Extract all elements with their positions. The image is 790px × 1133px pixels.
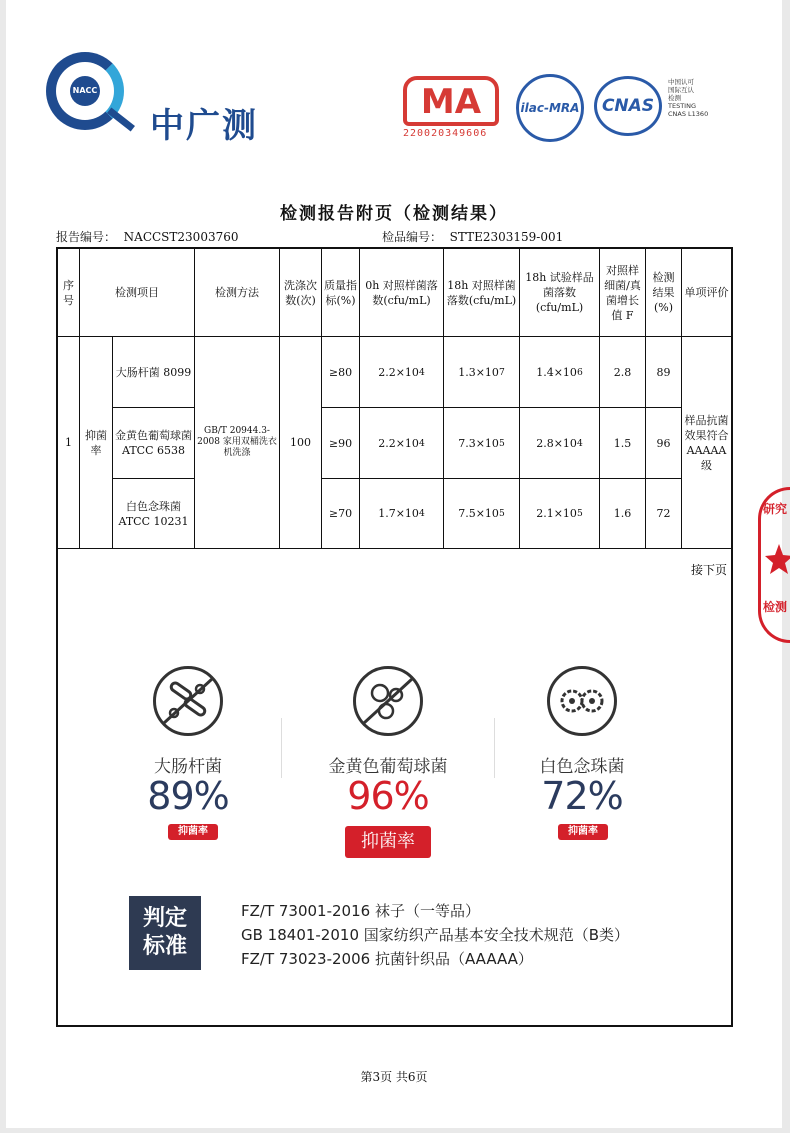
row1-s18: 1.4×10 6 bbox=[520, 337, 600, 408]
header-quality: 质量指标(%) bbox=[322, 249, 360, 337]
header-eval: 单项评价 bbox=[682, 249, 731, 337]
header-method: 检测方法 bbox=[195, 249, 280, 337]
cnas-caption: 中国认可 国际互认 检测 TESTING CNAS L1360 bbox=[668, 78, 709, 118]
row2-s18: 2.8×10 4 bbox=[520, 408, 600, 479]
row3-result: 72 bbox=[646, 479, 682, 549]
method-cell: GB/T 20944.3-2008 家用双桶洗衣机洗涤 bbox=[195, 337, 280, 549]
nacc-badge: NACC bbox=[70, 76, 100, 106]
row1-quality: ≥80 bbox=[322, 337, 360, 408]
fungus-icon bbox=[547, 666, 617, 736]
report-title: 检测报告附页（检测结果） bbox=[280, 204, 508, 224]
ilac-mra-logo: ilac-MRA bbox=[516, 74, 584, 142]
category-cell: 抑菌率 bbox=[80, 337, 113, 549]
row3-h0: 1.7×10 4 bbox=[360, 479, 444, 549]
summary-badge-2: 抑菌率 bbox=[345, 826, 431, 858]
header-h18-control: 18h 对照样菌落数(cfu/mL) bbox=[444, 249, 520, 337]
standard-line-1: FZ/T 73001-2016 袜子（一等品） bbox=[241, 902, 480, 920]
seq-cell: 1 bbox=[58, 337, 80, 549]
divider-left bbox=[281, 718, 282, 778]
bacteria-coccus-icon bbox=[353, 666, 423, 736]
summary-percent-2: 96% bbox=[347, 774, 429, 818]
cnas-logo: CNAS bbox=[594, 76, 662, 136]
standard-line-2: GB 18401-2010 国家纺织产品基本安全技术规范（B类） bbox=[241, 926, 630, 944]
summary-name-2: 金黄色葡萄球菌 bbox=[328, 757, 448, 777]
summary-name-3: 白色念珠菌 bbox=[539, 757, 625, 777]
report-page bbox=[6, 0, 782, 1128]
report-number: 报告编号： NACCST23003760 bbox=[56, 230, 239, 244]
header-washes: 洗涤次数(次) bbox=[280, 249, 322, 337]
continued-note: 接下页 bbox=[690, 563, 727, 577]
row2-c18: 7.3×10 5 bbox=[444, 408, 520, 479]
row3-item: 白色念珠菌 ATCC 10231 bbox=[113, 479, 195, 549]
header-seq: 序号 bbox=[58, 249, 80, 337]
row2-growth: 1.5 bbox=[600, 408, 646, 479]
summary-percent-1: 89% bbox=[147, 774, 229, 818]
row3-c18: 7.5×10 5 bbox=[444, 479, 520, 549]
row2-result: 96 bbox=[646, 408, 682, 479]
row2-quality: ≥90 bbox=[322, 408, 360, 479]
row1-c18: 1.3×10 7 bbox=[444, 337, 520, 408]
row2-item: 金黄色葡萄球菌 ATCC 6538 bbox=[113, 408, 195, 479]
sample-number: 检品编号： STTE2303159-001 bbox=[382, 230, 564, 244]
judgment-standard-label: 判定 标准 bbox=[129, 896, 201, 970]
row1-growth: 2.8 bbox=[600, 337, 646, 408]
row3-growth: 1.6 bbox=[600, 479, 646, 549]
header-result: 检测结果(%) bbox=[646, 249, 682, 337]
row1-result: 89 bbox=[646, 337, 682, 408]
summary-name-1: 大肠杆菌 bbox=[154, 757, 222, 777]
row2-h0: 2.2×10 4 bbox=[360, 408, 444, 479]
header-growth: 对照样细菌/真菌增长值 F bbox=[600, 249, 646, 337]
summary-percent-3: 72% bbox=[541, 774, 623, 818]
row3-s18: 2.1×10 5 bbox=[520, 479, 600, 549]
header-h18-sample: 18h 试验样品菌落数(cfu/mL) bbox=[520, 249, 600, 337]
ma-number: 220020349606 bbox=[403, 128, 488, 139]
page-footer: 第3页 共6页 bbox=[360, 1070, 428, 1084]
header-h0: 0h 对照样菌落数(cfu/mL) bbox=[360, 249, 444, 337]
bacteria-rod-icon bbox=[153, 666, 223, 736]
summary-badge-3: 抑菌率 bbox=[558, 824, 608, 840]
red-seal-stamp: 研究 检测 bbox=[758, 487, 790, 643]
divider-right bbox=[494, 718, 495, 778]
row1-item: 大肠杆菌 8099 bbox=[113, 337, 195, 408]
summary-badge-1: 抑菌率 bbox=[168, 824, 218, 840]
header-item: 检测项目 bbox=[80, 249, 195, 337]
washes-cell: 100 bbox=[280, 337, 322, 549]
row1-h0: 2.2×10 4 bbox=[360, 337, 444, 408]
row3-quality: ≥70 bbox=[322, 479, 360, 549]
ma-logo: MA bbox=[403, 76, 499, 126]
company-name: 中广测 bbox=[150, 106, 258, 146]
standard-line-3: FZ/T 73023-2006 抗菌针织品（AAAAA） bbox=[241, 950, 533, 968]
evaluation-cell: 样品抗菌效果符合AAAAA级 bbox=[682, 337, 731, 549]
